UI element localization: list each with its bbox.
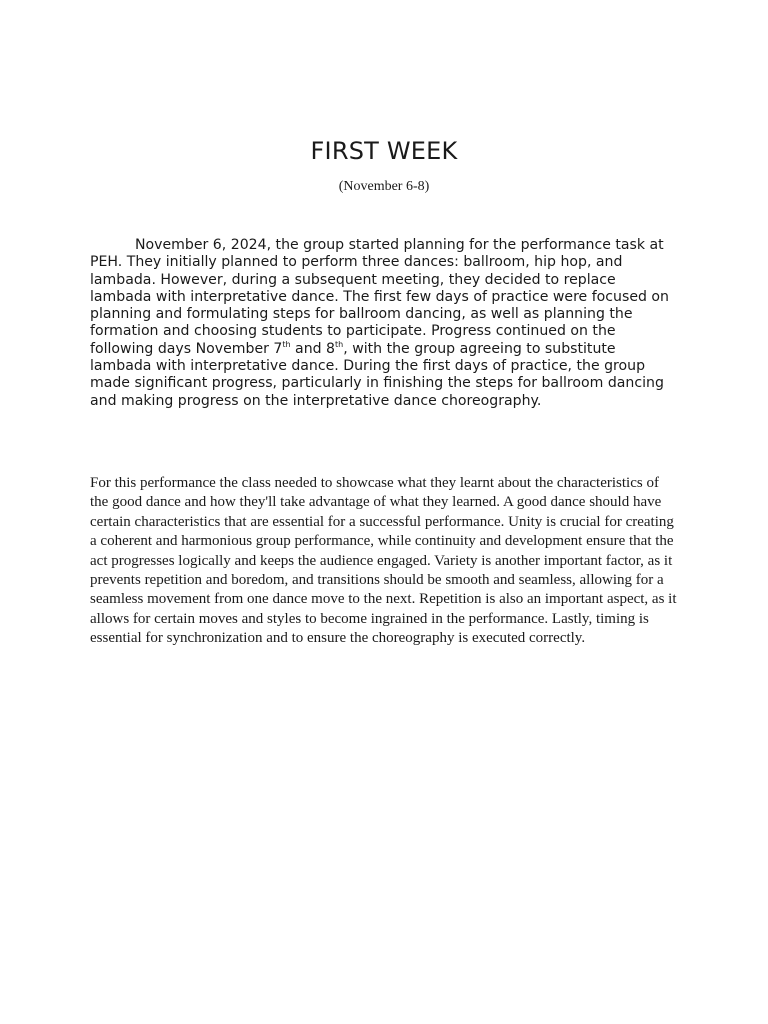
paragraph-text-part: and 8 — [290, 340, 336, 357]
paragraph-dance-characteristics: For this performance the class needed to showcase what they learnt about the characteristics of the good dance and how they'll take advantage of what they learned. A good dance should have certain characteristics that are essential for a successful performance. Unity is crucial for creating a coherent and harmonious group performance, while continuity and development ensure that the act progresses logically and keeps the audience engaged. Variety is another important factor, as it prevents repetition and boredom, and transitions should be smooth and seamless, allowing for a seamless movement from one dance move to the next. Repetition is also an important aspect, as it allows for certain moves and styles to become ingrained in the performance. Lastly, timing is essential for synchronization and to ensure the choreography is executed correctly. — [90, 475, 677, 647]
page-title: FIRST WEEK — [310, 137, 458, 165]
ordinal-suffix: th — [282, 339, 291, 349]
page-subtitle: (November 6-8) — [338, 179, 430, 194]
paragraph-text-part: November 6, 2024, the group started planning for the performance task at PEH. They initially planned to perform three dances: ballroom, hip hop, and lambada. However, during a subsequent meeting, they decided to replace lambada with interpretative dance. The first few days of practice were focused on planning and formulating steps for ballroom dancing, as well as planning the formation and choosing students to participate. Progress continued on the following days November 7 — [90, 237, 669, 357]
paragraph-week-summary — [90, 237, 680, 410]
ordinal-suffix: th — [335, 339, 344, 349]
paragraph-text-part: , with the group agreeing to substitute lambada with interpretative dance. During the first days of practice, the group made significant progress, particularly in finishing the steps for ballroom dancing and making progress on the interpretative dance choreography. — [90, 340, 664, 409]
